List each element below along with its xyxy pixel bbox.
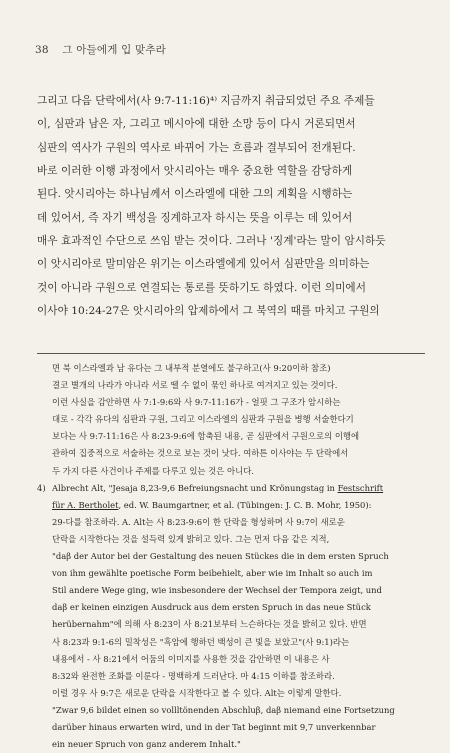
footnote-line: 두 가지 다른 사건이나 주제를 다루고 있는 것은 아니다. [52, 465, 254, 476]
footnote-line: 이런 사실을 감안하면 사 7:1-9:6와 사 9:7-11:16가 - 얼핏 그 구조가 암시하는 [52, 397, 341, 408]
footnote-number: 4) [37, 482, 46, 493]
footnote-line: "daβ der Autor bei der Gestaltung des neuen Stückes die in dem ersten Spruch [52, 551, 389, 562]
footnote-line: daβ er keinen einzigen Ausdruck aus dem ersten Spruch in das neue Stück [52, 602, 371, 613]
footnote-4-line [37, 480, 425, 497]
footnote-divider [37, 353, 425, 354]
footnote-line: 내용에서 - 사 8:21에서 어둠의 이미지를 사용한 것을 감안하면 이 내용은 사 [52, 653, 330, 664]
footnote-line: ein neuer Spruch von ganz anderem Inhalt." [52, 739, 241, 750]
main-text [37, 90, 425, 323]
body-line: 그리고 다음 단락에서(사 9:7-11:16)⁴⁾ 지금까지 취급되었던 주요 주제들 [37, 95, 375, 107]
footnote-4-line [37, 497, 425, 514]
body-line: 매우 효과적인 수단으로 쓰임 받는 것이다. 그러나 '징계'라는 말이 암시하듯 [37, 235, 386, 248]
footnote-line: darüber hinaus erwarten wird, und in der Tat beginnt mit 9,7 unverkennbar [52, 721, 376, 732]
body-line: 이사야 10:24-27은 앗시리아의 압제하에서 그 북역의 때를 마치고 구원의 [37, 305, 380, 318]
footnote-book-title: Festschrift [337, 482, 384, 493]
footnote-citation: Albrecht Alt, "Jesaja 8,23-9,6 Befreiungsnacht und Krönungstag in [52, 482, 338, 493]
running-header [35, 42, 415, 57]
body-line: 된다. 앗시리아는 하나님께서 이스라엘에 대한 그의 계획을 시행하는 [37, 188, 353, 201]
footnote-line: 결코 별개의 나라가 아니라 서로 뗄 수 없이 묶인 하나로 여겨지고 있는 것이다. [52, 380, 338, 391]
footnote-line: 관하여 집중적으로 서술하는 것으로 보는 것이 낫다. 여하튼 이사야는 두 단락에서 [52, 448, 349, 459]
body-line: 것이 아니라 구원으로 연결되는 통로를 뜻하기도 하였다. 이런 의미에서 [37, 281, 366, 294]
footnote-line: 대로 - 각각 유다의 심판과 구원, 그리고 이스라엘의 심판과 구원을 병행 서술한다기 [52, 414, 354, 425]
body-line: 데 있어서, 즉 자기 백성을 징계하고자 하시는 뜻을 이루는 데 있어서 [37, 211, 353, 224]
body-line: 이 앗시리아로 말미암은 위기는 이스라엘에게 있어서 심판만을 의미하는 [37, 258, 370, 271]
footnote-line: 사 8:23과 9:1-6의 밀착성은 "흑암에 행하던 백성이 큰 빛을 보았고"(사 9:1)라는 [52, 636, 350, 647]
footnote-line: von ihm gewählte poetische Form beibehielt, aber wie im Inhalt so auch im [52, 568, 373, 579]
footnote-line: 29-다를 참조하라. A. Alt는 사 8:23-9:6이 한 단락을 형성하며 사 9:7이 새로운 [52, 516, 345, 527]
footnote-line: 8:32와 완전한 조화를 이룬다 - 명백하게 드러난다. 마 4:15 이하를 참조하라. [52, 670, 335, 681]
footnote-citation: , ed. W. Baumgartner, et al. (Tübingen: J. C. B. Mohr, 1950): [118, 499, 372, 510]
page-number: 38 [35, 44, 49, 56]
footnote-line: 이럴 경우 사 9:7은 새로운 단락을 시작한다고 볼 수 있다. Alt는 이렇게 말한다. [52, 687, 342, 698]
footnote-line: 단락을 시작한다는 것을 설득력 있게 밝히고 있다. 그는 먼저 다음 같은 지적, [52, 533, 330, 544]
footnote-line: 보다는 사 9:7-11:16은 사 8:23-9:6에 함축된 내용, 곧 심판에서 구원으로의 이행에 [52, 431, 360, 442]
footnote-line: Stil andere Wege ging, wie insbesondere der Wechsel der Tempora zeigt, und [52, 585, 382, 596]
footnotes [37, 360, 425, 753]
body-line: 이, 심판과 남은 자, 그리고 메시아에 대한 소망 등이 다시 거론되면서 [37, 118, 356, 131]
footnote-line: 면 북 이스라엘과 남 유다는 그 내부적 분열에도 불구하고(사 9:20이하 참조) [52, 363, 331, 373]
body-line: 심판의 역사가 구원의 역사로 바뀌어 가는 흐름과 결부되어 전개된다. [37, 141, 356, 154]
running-title: 그 아들에게 입 맞추라 [62, 44, 167, 56]
footnote-line: herübernahm"에 의해 사 8:23이 사 8:21보부터 느슨하다는 것을 밝히고 있다. 반면 [52, 619, 367, 630]
body-line: 바로 이러한 이행 과정에서 앗시리아는 매우 중요한 역할을 감당하게 [37, 165, 353, 178]
footnote-line: "Zwar 9,6 bildet einen so vollltönenden Abschluβ, daβ niemand eine Fortsetzung [52, 704, 395, 715]
footnote-book-title: für A. Bertholet [52, 499, 119, 510]
